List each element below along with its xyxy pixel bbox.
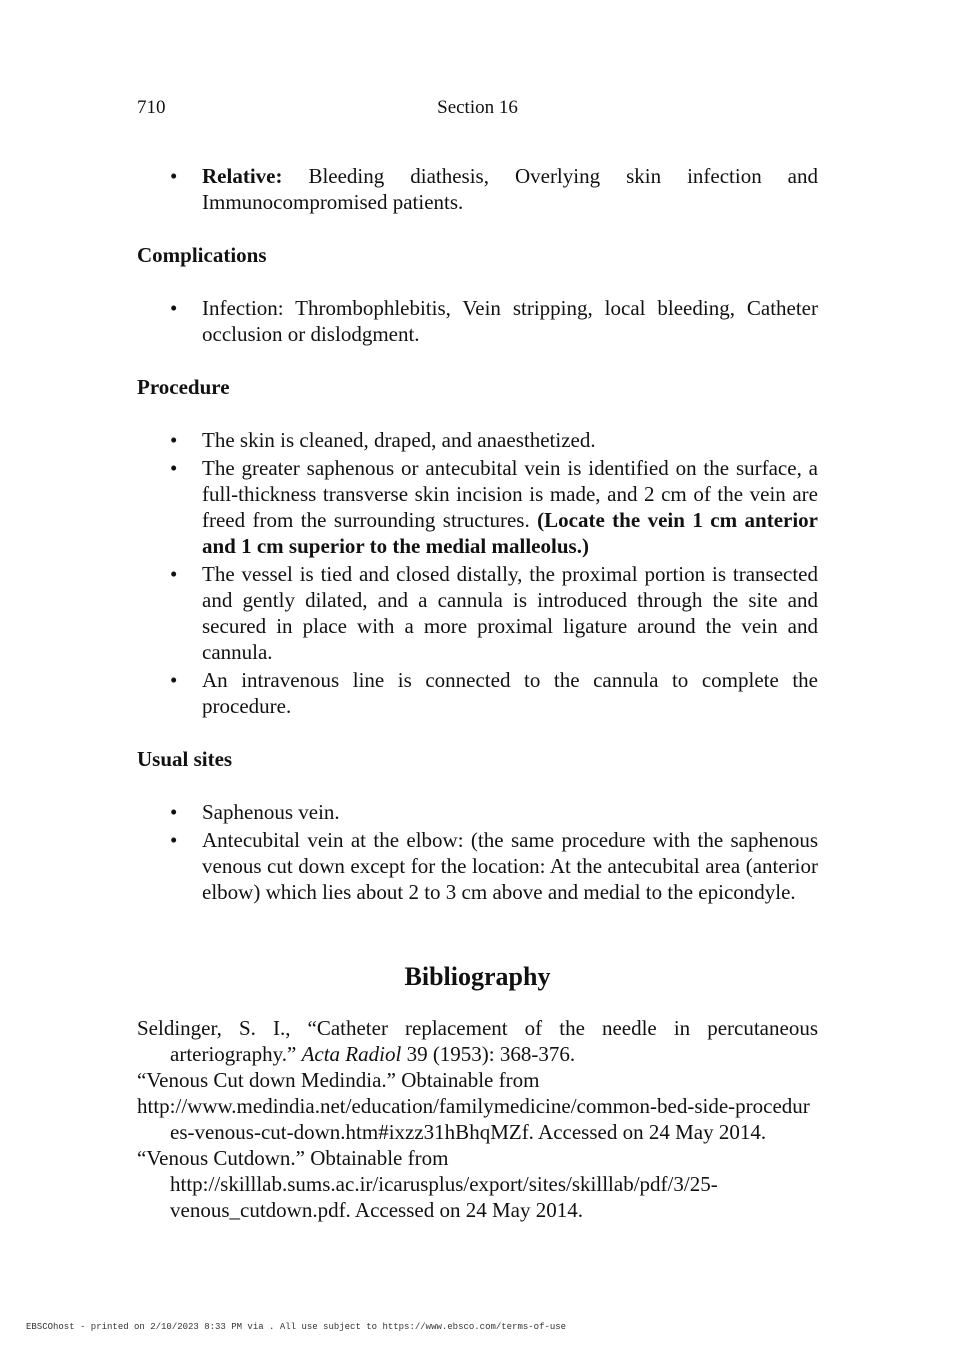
- list-item: • Antecubital vein at the elbow: (the same procedure with the saphenous venous cut down except for the location: At the antecubital area (anterior elbow) which lies about 2 to 3 cm above and medial to the epicondyle.: [137, 827, 818, 905]
- bibliography-list: [137, 1015, 818, 1223]
- list-item: • The greater saphenous or antecubital vein is identified on the surface, a full-thickness transverse skin incision is made, and 2 cm of the vein are freed from the surrounding structures. (Locate the vein 1 cm anterior and 1 cm superior to the medial malleolus.): [137, 455, 818, 559]
- page-header: [137, 97, 818, 121]
- list-item: • An intravenous line is connected to the cannula to complete the procedure.: [137, 667, 818, 719]
- bibliography-title: Bibliography: [404, 962, 551, 991]
- location-note: (Locate the vein 1 cm anterior and 1 cm superior to the medial malleolus.): [202, 508, 818, 558]
- journal-title: Acta Radiol: [301, 1042, 402, 1066]
- reference-entry: “Venous Cut down Medindia.” Obtainable from http://www.medindia.net/education/familymedicine/common-bed-side-procedures-venous-cut-down.htm#ixzz31hBhqMZf. Accessed on 24 May 2014.: [137, 1068, 810, 1144]
- complications-list: [137, 295, 818, 349]
- reference-url: http://skilllab.sums.ac.ir/icarusplus/export/sites/skilllab/pdf/3/25-: [170, 1172, 718, 1196]
- procedure-list: [137, 427, 818, 721]
- list-item: • The skin is cleaned, draped, and anaesthetized.: [137, 427, 818, 453]
- list-item: • Infection: Thrombophlebitis, Vein stripping, local bleeding, Catheter occlusion or dislodgment.: [137, 295, 818, 347]
- usual-sites-heading: Usual sites: [137, 747, 233, 771]
- reference-url-cont: venous_cutdown.pdf.: [170, 1198, 351, 1222]
- relative-label: Relative:: [202, 164, 283, 188]
- list-item: • The vessel is tied and closed distally, the proximal portion is transected and gently dilated, and a cannula is introduced through the site and secured in place with a more proximal ligature around the vein and cannula.: [137, 561, 818, 665]
- running-head-section: Section 16: [437, 97, 518, 118]
- reference-entry: Seldinger, S. I., “Catheter replacement of the needle in percutaneous arteriography.” Acta Radiol 39 (1953): 368-376.: [137, 1016, 818, 1066]
- reference-entry: “Venous Cutdown.” Obtainable from http://skilllab.sums.ac.ir/icarusplus/export/sites/skilllab/pdf/3/25- venous_cutdown.pdf. Accessed on 24 May 2014.: [137, 1146, 718, 1222]
- list-item: • Relative: Bleeding diathesis, Overlying skin infection and Immunocompromised patients.: [137, 163, 818, 215]
- ebsco-footer: EBSCOhost - printed on 2/10/2023 8:33 PM via . All use subject to https://www.ebsco.com/terms-of-use: [26, 1322, 567, 1332]
- list-item: • Saphenous vein.: [137, 799, 818, 825]
- complications-heading: Complications: [137, 243, 267, 267]
- usual-sites-list: [137, 799, 818, 907]
- contraindications-list: [137, 163, 818, 217]
- page-number: 710: [137, 97, 166, 118]
- procedure-heading: Procedure: [137, 375, 230, 399]
- reference-url: http://www.medindia.net/education/familymedicine/common-bed-side-procedures-venous-cut-down.htm#ixzz31hBhqMZf.: [137, 1094, 810, 1144]
